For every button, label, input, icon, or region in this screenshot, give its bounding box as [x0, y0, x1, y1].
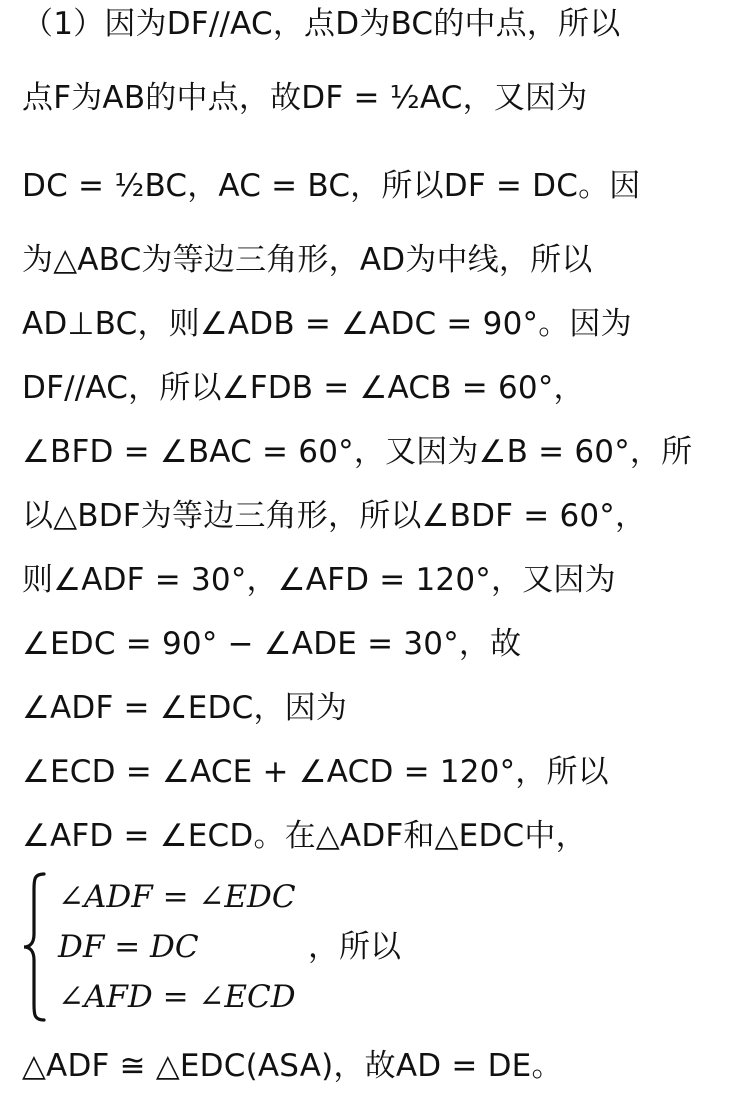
solution-line-1: （1）因为DF//AC，点D为BC的中点，所以 [22, 6, 621, 42]
solution-line-6: DF//AC，所以∠FDB = ∠ACB = 60°， [22, 370, 585, 406]
system-conclusion-text: ，所以 [308, 929, 401, 965]
solution-line-12: ∠ECD = ∠ACE + ∠ACD = 120°，所以 [22, 754, 609, 790]
solution-line-3: DC = ½BC，AC = BC，所以DF = DC。因 [22, 168, 641, 204]
solution-conclusion: △ADF ≅ △EDC(ASA)，故AD = DE。 [22, 1048, 563, 1084]
solution-line-11: ∠ADF = ∠EDC，因为 [22, 690, 348, 726]
system-row-3: ∠AFD = ∠ECD [58, 979, 296, 1015]
left-brace-icon [22, 872, 58, 1022]
solution-line-13: ∠AFD = ∠ECD。在△ADF和△EDC中， [22, 818, 587, 854]
solution-line-8: 以△BDF为等边三角形，所以∠BDF = 60°， [22, 498, 647, 534]
solution-line-10: ∠EDC = 90° − ∠ADE = 30°，故 [22, 626, 522, 662]
system-row-1: ∠ADF = ∠EDC [58, 879, 296, 915]
solution-line-4: 为△ABC为等边三角形，AD为中线，所以 [22, 242, 593, 278]
solution-line-5: AD⊥BC，则∠ADB = ∠ADC = 90°。因为 [22, 306, 632, 342]
solution-line-2: 点F为AB的中点，故DF = ½AC，又因为 [22, 80, 588, 116]
solution-line-9: 则∠ADF = 30°，∠AFD = 120°，又因为 [22, 562, 616, 598]
solution-line-7: ∠BFD = ∠BAC = 60°，又因为∠B = 60°，所 [22, 434, 693, 470]
equation-system [22, 872, 742, 1022]
system-row-2: DF = DC [58, 929, 199, 965]
